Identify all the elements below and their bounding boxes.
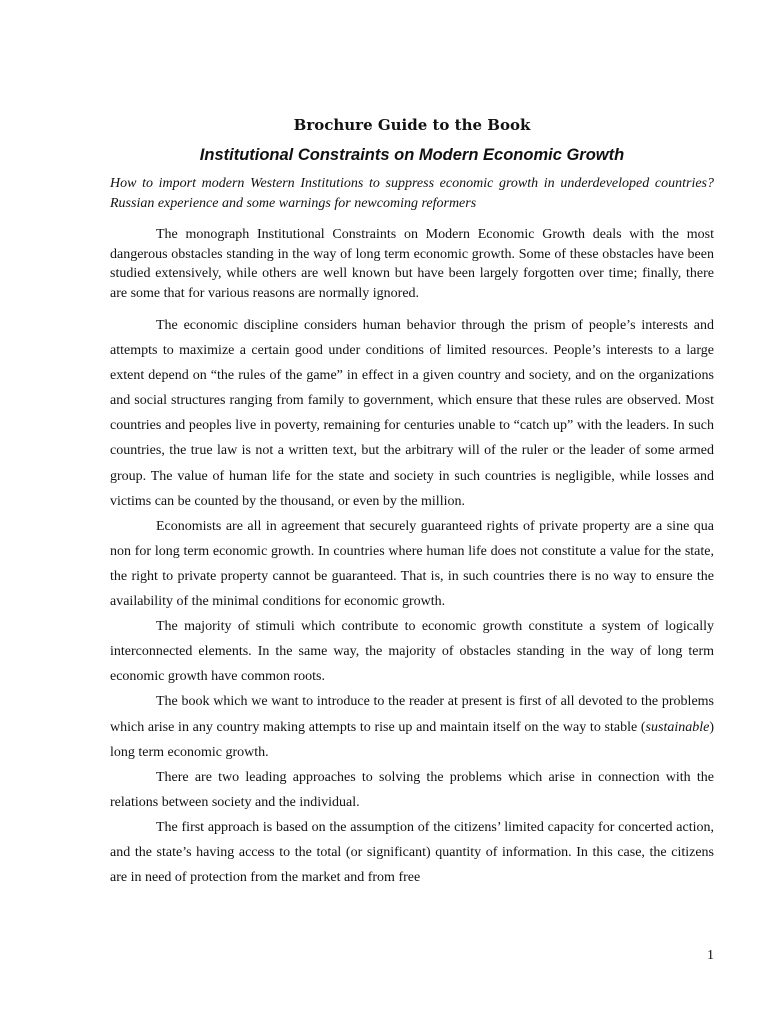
body-paragraph: Economists are all in agreement that securely guaranteed rights of private property are a sine qua non for long term economic growth. In countries where human life does not constitute a value for the state, the right to private property cannot be guaranteed. That is, in such countries there is no way to ensure the availability of the minimal conditions for economic growth. <box>110 518 714 610</box>
body-paragraph: There are two leading approaches to solving the problems which arise in connection with the relations between society and the individual. <box>110 769 714 810</box>
body-text <box>110 313 714 890</box>
body-paragraph <box>110 689 714 764</box>
italic-term: sustainable <box>645 719 710 735</box>
document-title: Brochure Guide to the Book <box>293 116 531 134</box>
body-paragraph: The first approach is based on the assumption of the citizens’ limited capacity for concerted action, and the state’s having access to the total (or significant) quantity of information. In this case, the citizens are in need of protection from the market and from free <box>110 819 714 886</box>
book-title: Institutional Constraints on Modern Economic Growth <box>199 146 625 164</box>
body-paragraph: The economic discipline considers human behavior through the prism of people’s interests and attempts to maximize a certain good under conditions of limited resources. People’s interests to a large extent depend on “the rules of the game” in effect in a given country and society, and on the organizations and social structures ranging from family to government, which ensure that these rules are observed. Most countries and peoples live in poverty, remaining for centuries unable to “catch up” with the leaders. In such countries, the true law is not a written text, but the arbitrary will of the ruler or the leader of some armed group. The value of human life for the state and society in such countries is negligible, while losses and victims can be counted by the thousand, or even by the million. <box>110 318 714 509</box>
intro-block <box>110 225 714 303</box>
page-number: 1 <box>707 948 714 963</box>
body-paragraph: The majority of stimuli which contribute to economic growth constitute a system of logically interconnected elements. In the same way, the majority of obstacles standing in the way of long term economic growth have common roots. <box>110 619 714 685</box>
intro-paragraph: The monograph Institutional Constraints on Modern Economic Growth deals with the most dangerous obstacles standing in the way of long term economic growth. Some of these obstacles have been studied extensively, while others are well known but have been largely forgotten over time; finally, there are some that for various reasons are normally ignored. <box>110 227 714 301</box>
paragraph-text: ) long term economic growth. <box>110 719 714 760</box>
lead-question: How to import modern Western Institutions to suppress economic growth in underdeveloped countries? Russian experience and some warnings for newcoming reformers <box>110 176 714 211</box>
paragraph-text: The book which we want to introduce to the reader at present is first of all devoted to the problems which arise in any country making attempts to rise up and maintain itself on the way to stable ( <box>110 694 714 735</box>
